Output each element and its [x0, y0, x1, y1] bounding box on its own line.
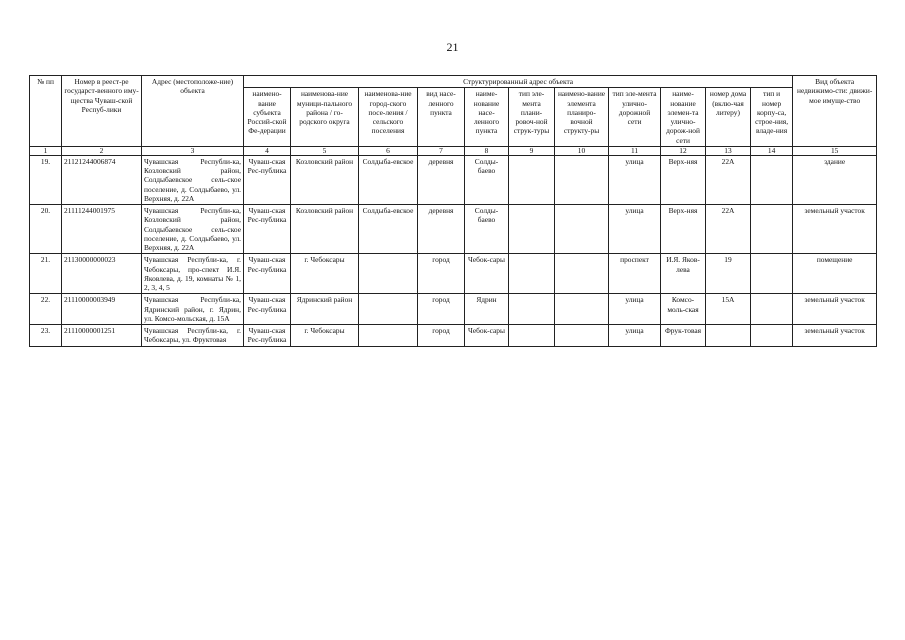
cell-subject: Чуваш-ская Рес-публика	[244, 325, 291, 347]
table-row	[30, 294, 877, 325]
cell-subject: Чуваш-ская Рес-публика	[244, 155, 291, 204]
cell-no: 22.	[30, 294, 62, 325]
cell-subject: Чуваш-ская Рес-публика	[244, 294, 291, 325]
cell-address: Чувашская Республи-ка, г. Чебоксары, ул. Фруктовая	[142, 325, 244, 347]
column-number: 4	[244, 146, 291, 155]
cell-house: 19	[706, 254, 751, 294]
cell-district: Ядринский район	[291, 294, 359, 325]
header-subcolumn: наименова-ние муници-пального района / го-родского округа	[291, 88, 359, 147]
cell-district: г. Чебоксары	[291, 325, 359, 347]
cell-house: 15А	[706, 294, 751, 325]
cell-settlement	[359, 294, 418, 325]
cell-building	[751, 325, 793, 347]
header-subcolumn: тип эле-мента плани-ровоч-ной струк-туры	[509, 88, 555, 147]
cell-locality: Чебок-сары	[465, 325, 509, 347]
column-number: 15	[793, 146, 877, 155]
cell-plan-type	[509, 325, 555, 347]
cell-type: земельный участок	[793, 205, 877, 254]
cell-house: 22А	[706, 205, 751, 254]
cell-building	[751, 155, 793, 204]
header-subcolumn: вид насе-ленного пункта	[418, 88, 465, 147]
cell-plan-type	[509, 294, 555, 325]
header-subcolumn: тип эле-мента улично-дорожной сети	[609, 88, 661, 147]
table-row	[30, 205, 877, 254]
column-number: 8	[465, 146, 509, 155]
header-subcolumn: наиме-нование насе-ленного пункта	[465, 88, 509, 147]
header-subcolumn: наименова-ние город-ского посе-ления / сельского поселения	[359, 88, 418, 147]
header-reg-number: Номер в реест-ре государст-венного иму-щества Чуваш-ской Респуб-лики	[62, 76, 142, 147]
cell-no: 20.	[30, 205, 62, 254]
cell-subject: Чуваш-ская Рес-публика	[244, 205, 291, 254]
column-number: 6	[359, 146, 418, 155]
cell-house: 22А	[706, 155, 751, 204]
cell-plan-name	[555, 294, 609, 325]
table-row	[30, 325, 877, 347]
cell-plan-type	[509, 254, 555, 294]
column-number: 11	[609, 146, 661, 155]
header-structured-address: Структурированный адрес объекта	[244, 76, 793, 88]
cell-house	[706, 325, 751, 347]
cell-district: Козловский район	[291, 155, 359, 204]
cell-settlement: Солдыба-евское	[359, 155, 418, 204]
cell-locality-type: деревня	[418, 155, 465, 204]
cell-street-type: проспект	[609, 254, 661, 294]
cell-district: г. Чебоксары	[291, 254, 359, 294]
cell-settlement: Солдыба-евское	[359, 205, 418, 254]
cell-no: 21.	[30, 254, 62, 294]
column-number: 13	[706, 146, 751, 155]
column-number: 14	[751, 146, 793, 155]
header-no: № пп	[30, 76, 62, 147]
column-number: 12	[661, 146, 706, 155]
cell-address: Чувашская Республи-ка, Козловский район, Солдыбаевское сель-ское поселение, д. Солдыбаево, ул. Верхняя, д. 22А	[142, 155, 244, 204]
cell-locality-type: город	[418, 254, 465, 294]
column-number: 9	[509, 146, 555, 155]
cell-street-type: улица	[609, 155, 661, 204]
cell-reg: 21121244006874	[62, 155, 142, 204]
cell-plan-name	[555, 325, 609, 347]
column-number: 2	[62, 146, 142, 155]
cell-type: здание	[793, 155, 877, 204]
cell-locality-type: город	[418, 325, 465, 347]
cell-locality: Чебок-сары	[465, 254, 509, 294]
cell-address: Чувашская Республи-ка, Ядринский район, г. Ядрин, ул. Комсо-мольская, д. 15А	[142, 294, 244, 325]
cell-street-type: улица	[609, 294, 661, 325]
cell-locality: Солды-баево	[465, 155, 509, 204]
cell-street: Верх-няя	[661, 155, 706, 204]
cell-district: Козловский район	[291, 205, 359, 254]
table-row	[30, 155, 877, 204]
cell-street: Фрук-товая	[661, 325, 706, 347]
header-subcolumn: номер дома (вклю-чая литеру)	[706, 88, 751, 147]
header-address: Адрес (местоположе-ние) объекта	[142, 76, 244, 147]
column-number: 1	[30, 146, 62, 155]
cell-settlement	[359, 254, 418, 294]
cell-plan-name	[555, 254, 609, 294]
cell-no: 19.	[30, 155, 62, 204]
header-object-type: Вид объекта недвижимо-сти: движи-мое имуще-ство	[793, 76, 877, 147]
cell-reg: 21130000000023	[62, 254, 142, 294]
cell-street-type: улица	[609, 325, 661, 347]
cell-reg: 21111244001975	[62, 205, 142, 254]
cell-street-type: улица	[609, 205, 661, 254]
header-subcolumn: наимено-вание элемента планиро-вочной структу-ры	[555, 88, 609, 147]
column-number: 10	[555, 146, 609, 155]
cell-locality-type: город	[418, 294, 465, 325]
column-numbers-row	[30, 146, 877, 155]
cell-building	[751, 205, 793, 254]
table-body	[30, 155, 877, 346]
cell-type: помещение	[793, 254, 877, 294]
cell-address: Чувашская Республи-ка, г. Чебоксары, про-спект И.Я. Яковлева, д. 19, комнаты № 1, 2, 3, 4, 5	[142, 254, 244, 294]
cell-no: 23.	[30, 325, 62, 347]
cell-settlement	[359, 325, 418, 347]
header-subcolumn: тип и номер корпу-са, строе-ния, владе-ния	[751, 88, 793, 147]
cell-plan-type	[509, 205, 555, 254]
cell-type: земельный участок	[793, 325, 877, 347]
property-register-table	[29, 75, 877, 347]
cell-locality: Солды-баево	[465, 205, 509, 254]
cell-street: Верх-няя	[661, 205, 706, 254]
cell-address: Чувашская Республи-ка, Козловский район, Солдыбаевское сель-ское поселение, д. Солдыбаево, ул. Верхняя, д. 22А	[142, 205, 244, 254]
table-row	[30, 254, 877, 294]
column-number: 5	[291, 146, 359, 155]
header-subcolumn: наиме-нование элемен-та улично-дорож-ной сети	[661, 88, 706, 147]
page-number: 21	[446, 40, 459, 54]
cell-building	[751, 254, 793, 294]
cell-type: земельный участок	[793, 294, 877, 325]
cell-reg: 21110000001251	[62, 325, 142, 347]
cell-locality-type: деревня	[418, 205, 465, 254]
cell-reg: 21110000003949	[62, 294, 142, 325]
cell-street: Комсо-моль-ская	[661, 294, 706, 325]
cell-plan-name	[555, 205, 609, 254]
cell-plan-name	[555, 155, 609, 204]
column-number: 3	[142, 146, 244, 155]
cell-subject: Чуваш-ская Рес-публика	[244, 254, 291, 294]
column-number: 7	[418, 146, 465, 155]
cell-street: И.Я. Яков-лева	[661, 254, 706, 294]
cell-locality: Ядрин	[465, 294, 509, 325]
cell-plan-type	[509, 155, 555, 204]
header-subcolumn: наимено-вание субъекта Россий-ской Фе-дерации	[244, 88, 291, 147]
cell-building	[751, 294, 793, 325]
